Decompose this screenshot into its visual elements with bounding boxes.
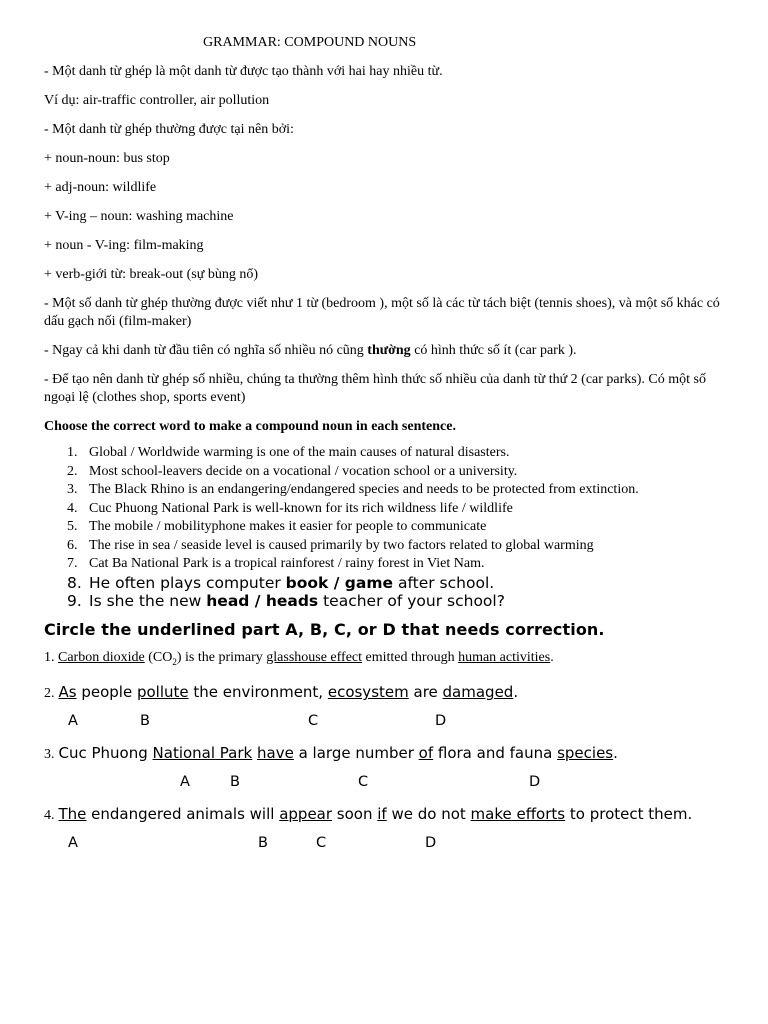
list-item <box>44 463 724 482</box>
item-text: Cuc Phuong National Park is well-known for its rich wildness life / wildlife <box>89 500 513 516</box>
item-text-part: Is she the new <box>89 592 207 610</box>
question-text <box>59 744 618 762</box>
underlined-part-a: National Park <box>152 744 253 763</box>
item-text-part: teacher of your school? <box>318 592 505 610</box>
rule-verb-preposition: + verb-giới từ: break-out (sự bùng nổ) <box>44 267 258 282</box>
item-number: 4. <box>67 500 78 516</box>
definition-text: - Một danh từ ghép là một danh từ được tạo thành với hai hay nhiều từ. <box>44 64 443 79</box>
plural-form-text: - Để tạo nên danh từ ghép số nhiều, chúng ta thường thêm hình thức số nhiều của danh từ thứ 2 (car parks). Có một số ngoại lệ (clothes shop, sports event) <box>44 372 706 405</box>
answer-letters-4 <box>44 835 724 855</box>
question-text-part: people <box>76 683 137 702</box>
rule-ving-noun: + V-ing – noun: washing machine <box>44 209 234 224</box>
exercise1-instruction: Choose the correct word to make a compound noun in each sentence. <box>44 419 456 434</box>
answer-letter-b: B <box>140 713 150 730</box>
worksheet-page <box>44 34 724 865</box>
answer-letters-3 <box>44 774 724 794</box>
question-text-part: flora and fauna <box>433 744 558 763</box>
singular-form-part: - Ngay cả khi danh từ đầu tiên có nghĩa số nhiều nó cũng <box>44 343 368 358</box>
underlined-part-d: make efforts <box>470 805 566 824</box>
example-text: Ví dụ: air-traffic controller, air pollution <box>44 93 270 108</box>
answer-letter-d: D <box>435 713 447 730</box>
item-number: 5. <box>67 519 78 534</box>
answer-letter-a: A <box>68 713 78 730</box>
list-item <box>44 592 724 611</box>
exercise2-heading: Circle the underlined part A, B, C, or D that needs correction. <box>44 619 605 639</box>
list-item <box>44 574 724 593</box>
underlined-part-b: glasshouse effect <box>266 649 363 665</box>
item-text-part: after school. <box>393 573 495 592</box>
singular-form-text <box>44 342 724 360</box>
question-number: 1. <box>44 649 55 665</box>
question-2 <box>44 682 724 703</box>
item-number: 3. <box>67 482 78 497</box>
singular-form-bold: thường <box>367 343 411 358</box>
list-item <box>44 481 724 500</box>
item-text: The mobile / mobilityphone makes it easier for people to communicate <box>89 519 487 534</box>
answer-letter-c: C <box>308 713 319 730</box>
answer-letters-2 <box>44 713 724 733</box>
question-3 <box>44 743 724 764</box>
question-4 <box>44 804 724 825</box>
question-text-part: . <box>513 683 519 702</box>
page-title: GRAMMAR: COMPOUND NOUNS <box>203 35 417 50</box>
item-text: The Black Rhino is an endangering/endangered species and needs to be protected from extinction. <box>89 482 639 497</box>
underlined-part-a: Carbon dioxide <box>58 649 145 665</box>
question-text: emitted through <box>362 649 459 665</box>
question-text-part: the environment, <box>188 683 328 702</box>
answer-letter-c: C <box>316 835 327 852</box>
item-number: 1. <box>67 445 78 460</box>
writing-forms-text: - Một số danh từ ghép thường được viết như 1 từ (bedroom ), một số là các từ tách biệt (tennis shoes), và một số khác có dấu gạch nối (film-maker) <box>44 296 720 329</box>
underlined-part-c: ecosystem <box>327 683 409 702</box>
item-number: 7. <box>67 556 78 571</box>
question-text: . <box>550 649 554 665</box>
question-text <box>59 683 519 701</box>
question-number: 3. <box>44 747 55 763</box>
underlined-part-b: appear <box>279 805 333 824</box>
answer-letter-a: A <box>68 835 78 852</box>
answer-letter-d: D <box>529 774 541 791</box>
rule-noun-noun: + noun-noun: bus stop <box>44 151 170 166</box>
question-number: 2. <box>44 686 55 702</box>
item-choice: head / heads <box>206 592 319 610</box>
subscript: 2 <box>172 656 177 667</box>
question-text: (CO <box>144 649 173 665</box>
question-text-part: . <box>613 744 618 763</box>
item-number: 9. <box>67 592 82 610</box>
question-text-part: to protect them. <box>565 805 693 824</box>
question-1 <box>44 649 724 671</box>
item-text: Global / Worldwide warming is one of the main causes of natural disasters. <box>89 445 510 460</box>
item-text-part: He often plays computer <box>89 573 286 592</box>
list-item <box>44 555 724 574</box>
item-number: 6. <box>67 537 78 553</box>
underlined-part-a: The <box>58 805 87 824</box>
rule-noun-ving: + noun - V-ing: film-making <box>44 238 204 253</box>
underlined-part-d: damaged <box>442 683 514 702</box>
underlined-part-c: if <box>377 805 387 824</box>
question-text <box>59 805 693 823</box>
question-text-part: Cuc Phuong <box>58 744 153 763</box>
item-number: 2. <box>67 463 78 479</box>
underlined-part-b: pollute <box>136 683 189 702</box>
question-text-part: we do not <box>386 805 471 824</box>
exercise1-list-continued <box>44 574 724 611</box>
answer-letter-b: B <box>230 774 240 791</box>
question-text-part: endangered animals will <box>86 805 280 824</box>
underlined-part-c: human activities <box>458 649 551 665</box>
formed-by-text: - Một danh từ ghép thường được tại nên bởi: <box>44 122 294 137</box>
question-text-part: are <box>408 683 443 702</box>
item-choice: book / game <box>285 573 394 592</box>
item-text: Cat Ba National Park is a tropical rainforest / rainy forest in Viet Nam. <box>89 556 485 571</box>
question-text-part: soon <box>332 805 378 824</box>
list-item <box>44 444 724 463</box>
item-text <box>89 574 494 593</box>
question-text: ) is the primary <box>176 649 267 665</box>
item-text: The rise in sea / seaside level is caused primarily by two factors related to global warming <box>89 537 594 553</box>
answer-letter-d: D <box>425 835 437 852</box>
question-number: 4. <box>44 808 55 824</box>
item-number: 8. <box>67 573 82 592</box>
answer-letter-c: C <box>358 774 369 791</box>
list-item <box>44 500 724 519</box>
list-item <box>44 537 724 556</box>
item-text <box>89 592 505 611</box>
underlined-part-d: species <box>557 744 614 763</box>
underlined-part-c: of <box>418 744 434 763</box>
list-item <box>44 518 724 537</box>
answer-letter-b: B <box>258 835 268 852</box>
question-text-part: a large number <box>293 744 419 763</box>
underlined-part-b: have <box>257 744 294 763</box>
item-text: Most school-leavers decide on a vocational / vocation school or a university. <box>89 463 518 479</box>
underlined-part-a: As <box>58 683 77 702</box>
rule-adj-noun: + adj-noun: wildlife <box>44 180 157 195</box>
answer-letter-a: A <box>180 774 190 791</box>
singular-form-part: có hình thức số ít (car park ). <box>410 343 577 358</box>
exercise1-list <box>44 444 724 574</box>
